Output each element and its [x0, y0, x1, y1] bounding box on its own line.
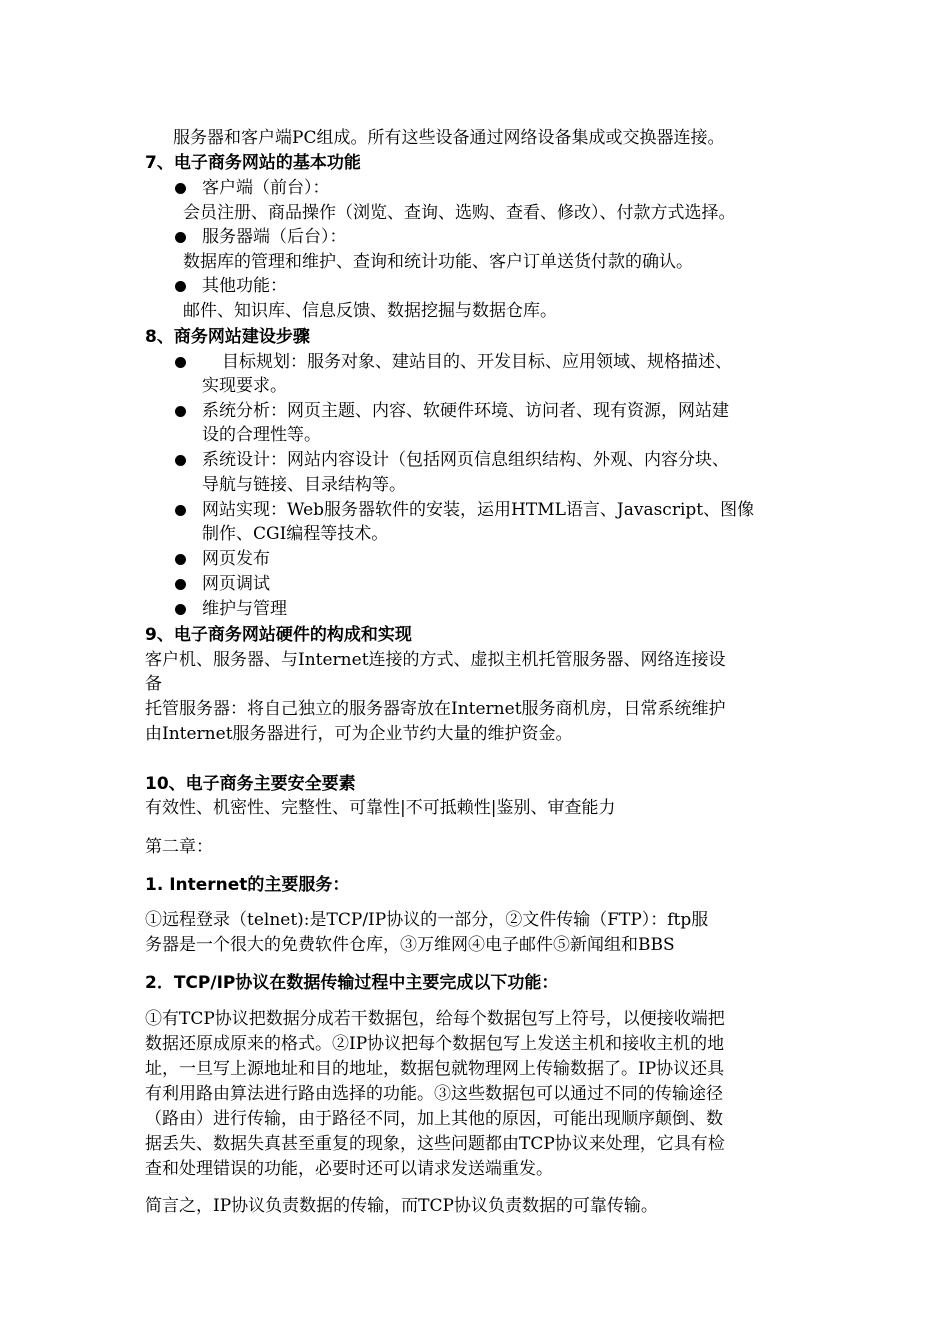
q2-line-4: 有利用路由算法进行路由选择的功能。③这些数据包可以通过不同的传输途径	[145, 1084, 723, 1104]
bullet-icon	[175, 505, 186, 516]
q2-line-6: 据丢失、数据失真甚至重复的现象，这些问题都由TCP协议来处理，它具有检	[145, 1134, 725, 1154]
client-title: 客户端（前台）：	[202, 178, 330, 198]
bullet-icon	[175, 455, 186, 466]
step-2-line-1: 系统分析：网页主题、内容、软硬件环境、访问者、现有资源，网站建	[202, 401, 729, 421]
step-4-line-2: 制作、CGI编程等技术。	[202, 524, 389, 544]
section-10-heading: 10、电子商务主要安全要素	[145, 774, 356, 794]
step-2-line-2: 设的合理性等。	[202, 425, 321, 445]
step-5: 网页发布	[202, 549, 270, 569]
q2-line-3: 址，一旦写上源地址和目的地址，数据包就物理网上传输数据了。IP协议还具	[145, 1059, 725, 1079]
q2-line-7: 查和处理错误的功能，必要时还可以请求发送端重发。	[145, 1159, 553, 1179]
step-6: 网页调试	[202, 574, 270, 594]
s9-line-2: 备	[145, 674, 162, 694]
step-3-line-1: 系统设计：网站内容设计（包括网页信息组织结构、外观、内容分块、	[202, 450, 729, 470]
bullet-icon	[175, 357, 186, 368]
summary-text: 简言之，IP协议负责数据的传输，而TCP协议负责数据的可靠传输。	[145, 1196, 658, 1216]
s9-line-1: 客户机、服务器、与Internet连接的方式、虚拟主机托管服务器、网络连接设	[145, 650, 726, 670]
bullet-icon	[175, 406, 186, 417]
server-desc: 数据库的管理和维护、查询和统计功能、客户订单送货付款的确认。	[183, 252, 693, 272]
q2-line-1: ①有TCP协议把数据分成若干数据包，给每个数据包写上符号，以便接收端把	[145, 1009, 725, 1029]
bullet-icon	[175, 579, 186, 590]
q2-line-2: 数据还原成原来的格式。②IP协议把每个数据包写上发送主机和接收主机的地	[145, 1034, 725, 1054]
bullet-icon	[175, 232, 186, 243]
step-4-line-1: 网站实现：Web服务器软件的安装，运用HTML语言、Javascript、图像	[202, 500, 755, 520]
section-7-heading: 7、电子商务网站的基本功能	[145, 153, 361, 173]
section-8-heading: 8、商务网站建设步骤	[145, 327, 310, 347]
bullet-icon	[175, 281, 186, 292]
q2-line-5: （路由）进行传输，由于路径不同，加上其他的原因，可能出现顺序颠倒、数	[145, 1109, 723, 1129]
chapter-2-title: 第二章：	[145, 837, 213, 857]
step-1-line-2: 实现要求。	[202, 376, 287, 396]
step-3-line-2: 导航与链接、目录结构等。	[202, 475, 406, 495]
q1-line-1: ①远程登录（telnet):是TCP/IP协议的一部分，②文件传输（FTP）：ftp服	[145, 910, 709, 930]
bullet-icon	[175, 183, 186, 194]
s9-line-4: 由Internet服务器进行，可为企业节约大量的维护资金。	[145, 724, 573, 744]
q2-heading: 2．TCP/IP协议在数据传输过程中主要完成以下功能：	[145, 973, 559, 993]
step-1-line-1: 目标规划：服务对象、建站目的、开发目标、应用领域、规格描述、	[222, 352, 732, 372]
server-title: 服务器端（后台）：	[202, 227, 347, 247]
step-7: 维护与管理	[202, 599, 287, 619]
q1-heading: 1. Internet的主要服务：	[145, 875, 350, 895]
other-desc: 邮件、知识库、信息反馈、数据挖掘与数据仓库。	[183, 301, 557, 321]
continuation-text: 服务器和客户端PC组成。所有这些设备通过网络设备集成或交换器连接。	[173, 128, 725, 148]
client-desc: 会员注册、商品操作（浏览、查询、选购、查看、修改）、付款方式选择。	[183, 203, 736, 223]
q1-line-2: 务器是一个很大的免费软件仓库，③万维网④电子邮件⑤新闻组和BBS	[145, 935, 675, 955]
s10-line-1: 有效性、机密性、完整性、可靠性|不可抵赖性|鉴别、审查能力	[145, 798, 616, 818]
section-9-heading: 9、电子商务网站硬件的构成和实现	[145, 625, 412, 645]
s9-line-3: 托管服务器：将自己独立的服务器寄放在Internet服务商机房，日常系统维护	[145, 699, 726, 719]
bullet-icon	[175, 554, 186, 565]
bullet-icon	[175, 604, 186, 615]
other-title: 其他功能：	[202, 276, 287, 296]
